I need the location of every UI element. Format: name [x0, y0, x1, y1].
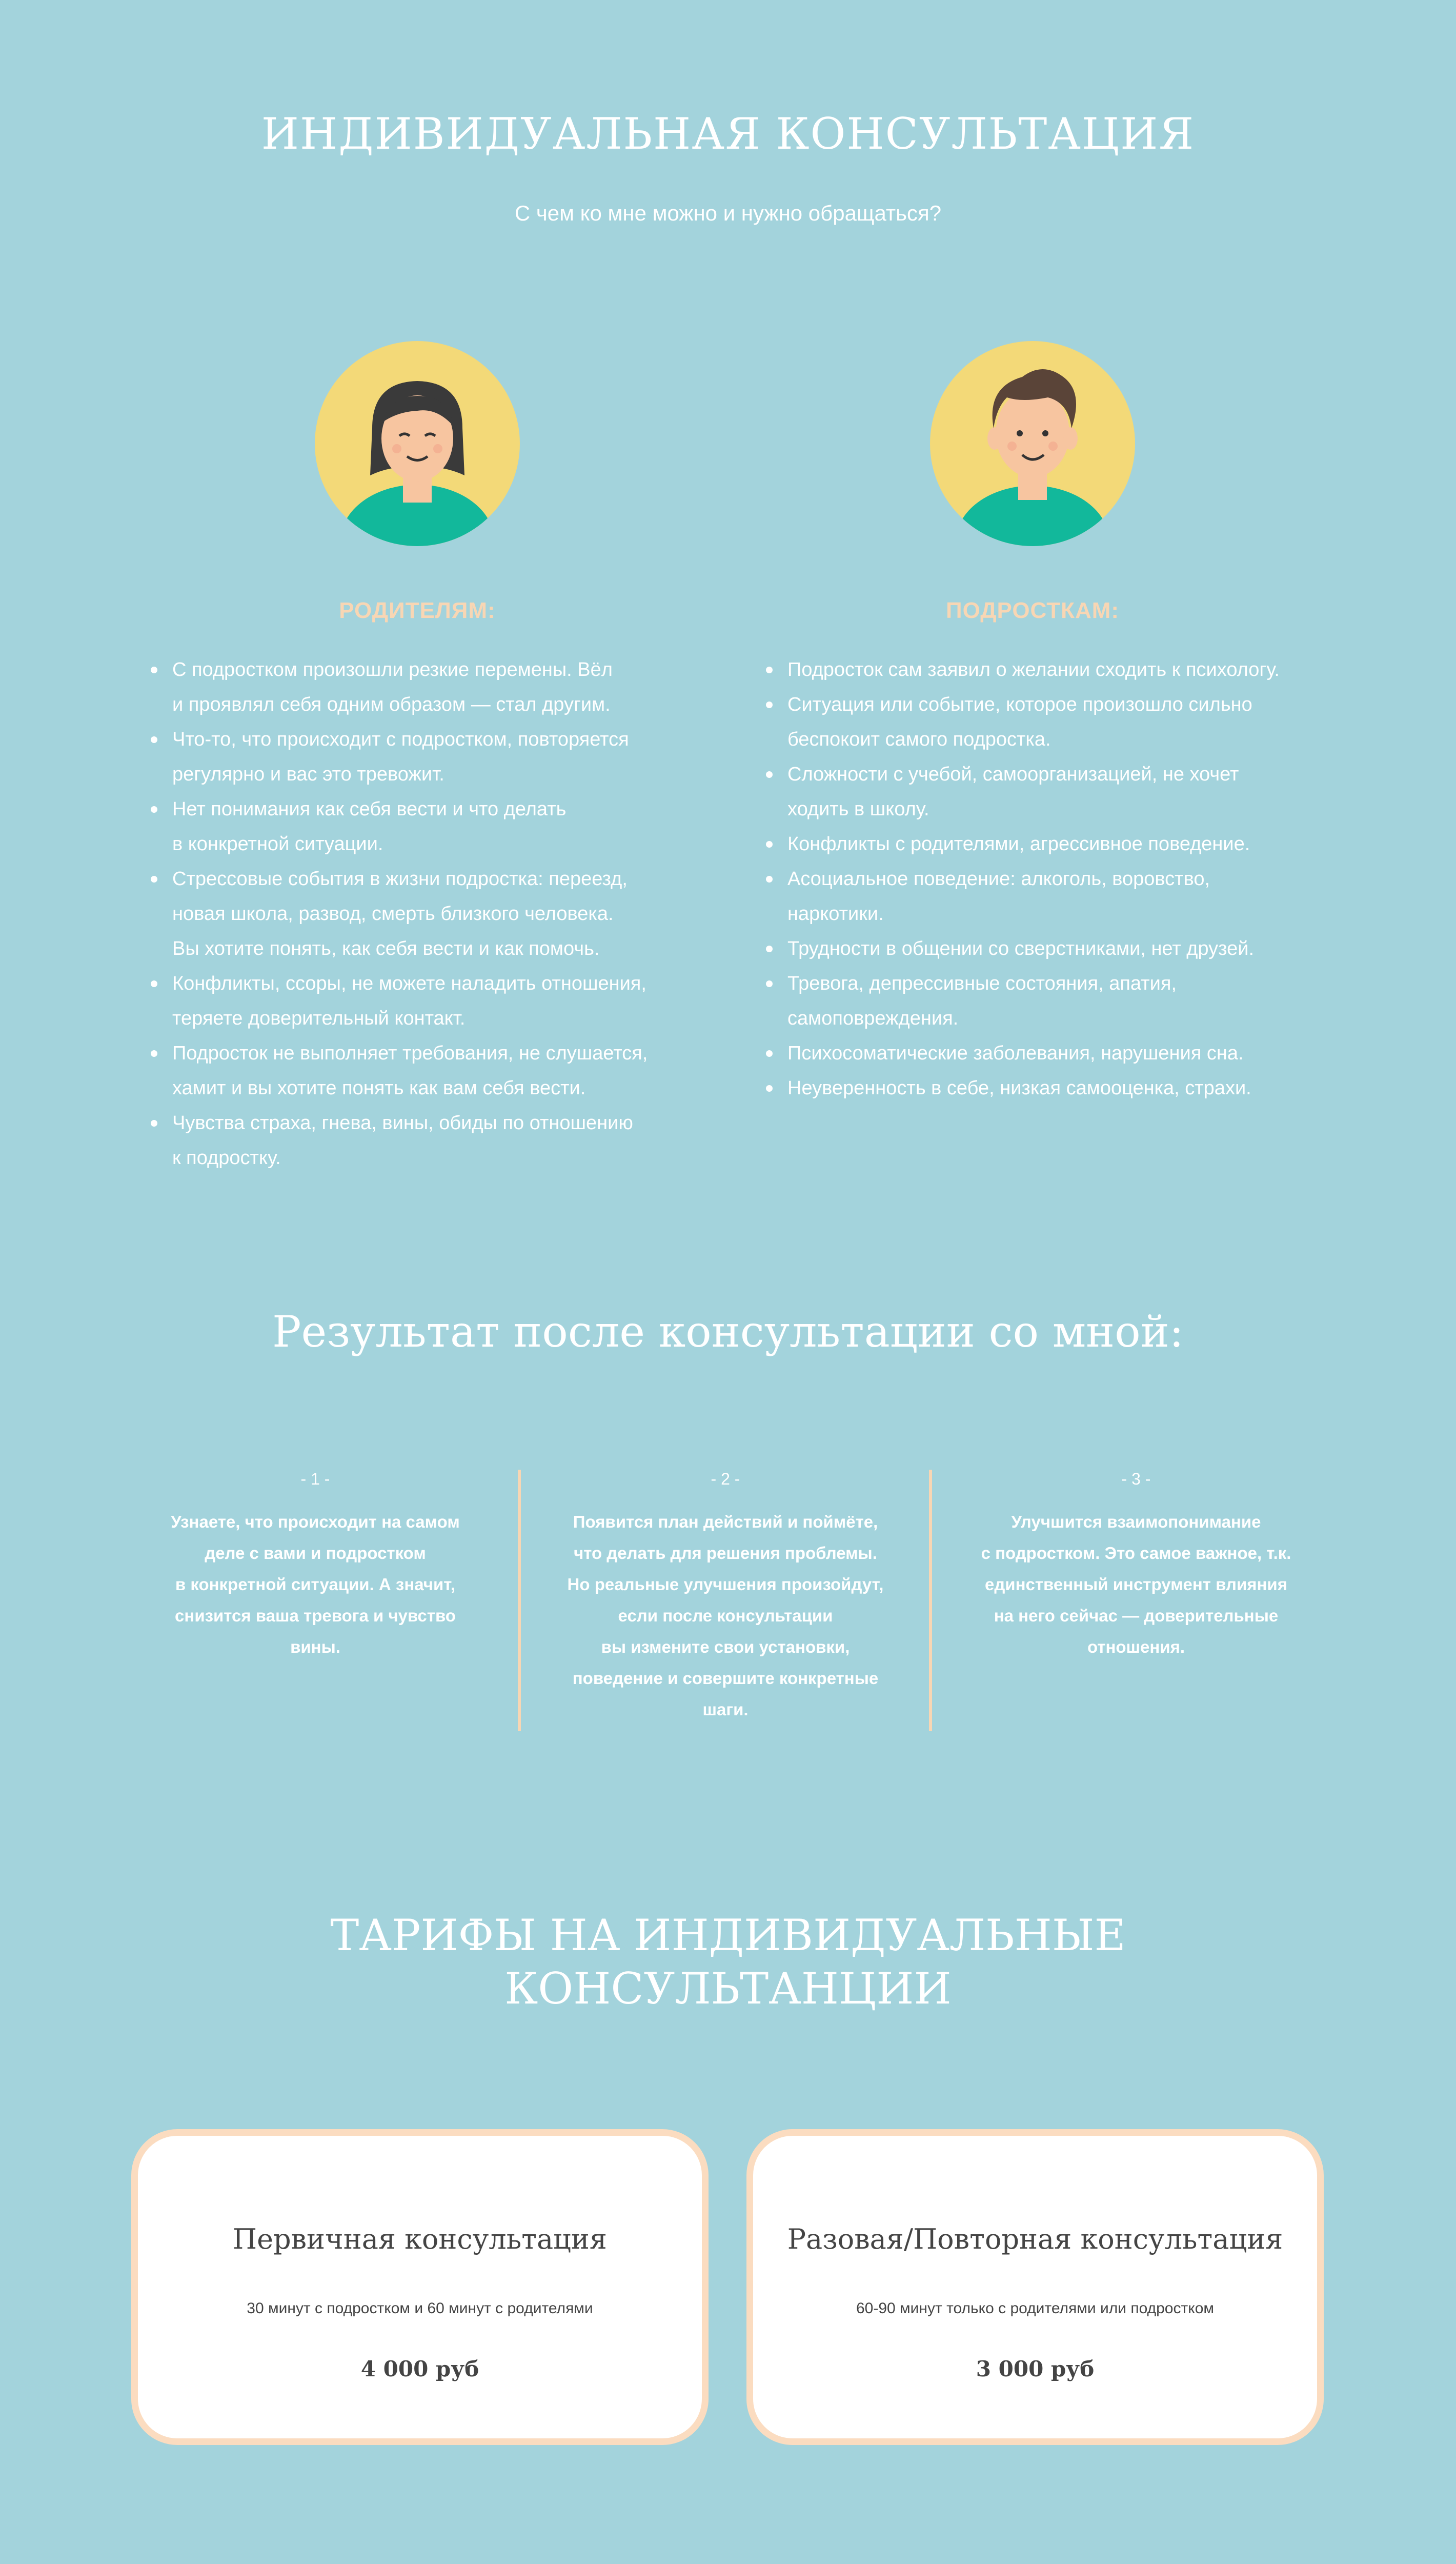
result-text: Улучшится взаимопонимание с подростком. Это самое важное, т.к. единственный инструмент влияния на него сейчас — доверительные отношения.: [981, 1512, 1291, 1656]
tariff-price: 3 000 руб: [976, 2356, 1095, 2381]
list-item: Что-то, что происходит с подростком, повторяется регулярно и вас это тревожит.: [149, 722, 713, 792]
list-item: Сложности с учебой, самоорганизацией, не хочет ходить в школу.: [764, 757, 1353, 827]
list-item: Чувства страха, гнева, вины, обиды по отношению к подростку.: [149, 1106, 713, 1175]
tariff-title: Первичная консультация: [233, 2223, 607, 2255]
tariff-description: 60-90 минут только с родителями или подростком: [856, 2300, 1214, 2317]
result-divider: [518, 1470, 521, 1731]
list-item: Подросток сам заявил о желании сходить к психологу.: [764, 652, 1353, 687]
parents-title: РОДИТЕЛЯМ:: [339, 598, 496, 623]
result-number: - 3 -: [1121, 1470, 1151, 1488]
parents-list: [149, 652, 713, 1175]
list-item: Стрессовые события в жизни подростка: переезд, новая школа, развод, смерть близкого человека. Вы хотите понять, как себя вести и как помочь.: [149, 862, 713, 966]
tariff-description: 30 минут с подростком и 60 минут с родителями: [247, 2300, 593, 2317]
result-number: - 1 -: [300, 1470, 330, 1488]
list-item: Трудности в общении со сверстниками, нет друзей.: [764, 931, 1353, 966]
tariff-card-repeat[interactable]: [746, 2129, 1324, 2445]
list-item: Психосоматические заболевания, нарушения сна.: [764, 1036, 1353, 1071]
result-number: - 2 -: [711, 1470, 740, 1488]
result-divider: [929, 1470, 932, 1731]
list-item: Нет понимания как себя вести и что делать в конкретной ситуации.: [149, 792, 713, 862]
result-text: Узнаете, что происходит на самом деле с вами и подростком в конкретной ситуации. А значит, снизится ваша тревога и чувство вины.: [171, 1512, 460, 1656]
results-title: Результат после консультации со мной:: [272, 1307, 1184, 1357]
teen-avatar: [930, 341, 1135, 546]
teens-title: ПОДРОСТКАМ:: [945, 598, 1120, 623]
result-item-2: [546, 1470, 905, 1725]
list-item: Неуверенность в себе, низкая самооценка, страхи.: [764, 1071, 1353, 1106]
tariff-price: 4 000 руб: [360, 2356, 479, 2381]
list-item: Ситуация или событие, которое произошло сильно беспокоит самого подростка.: [764, 687, 1353, 757]
page-subtitle: С чем ко мне можно и нужно обращаться?: [514, 201, 942, 225]
list-item: Подросток не выполняет требования, не слушается, хамит и вы хотите понять как вам себя вести.: [149, 1036, 713, 1106]
list-item: С подростком произошли резкие перемены. Вёл и проявлял себя одним образом — стал другим.: [149, 652, 713, 722]
result-item-3: [957, 1470, 1316, 1662]
parent-avatar: [315, 341, 520, 546]
tariff-title: Разовая/Повторная консультация: [787, 2223, 1283, 2255]
list-item: Тревога, депрессивные состояния, апатия, самоповреждения.: [764, 966, 1353, 1036]
result-text: Появится план действий и поймёте, что делать для решения проблемы. Но реальные улучшения произойдут, если после консультации вы измените свои установки, поведение и совершите конкретные шаги.: [567, 1512, 884, 1719]
teens-list: [764, 652, 1353, 1106]
woman-face-icon: [315, 341, 520, 546]
tariffs-title: ТАРИФЫ НА ИНДИВИДУАЛЬНЫЕ КОНСУЛЬТАНЦИИ: [330, 1910, 1126, 2014]
list-item: Конфликты с родителями, агрессивное поведение.: [764, 827, 1353, 862]
result-item-1: [136, 1470, 495, 1662]
list-item: Асоциальное поведение: алкоголь, воровство, наркотики.: [764, 862, 1353, 931]
tariff-card-primary[interactable]: [131, 2129, 709, 2445]
list-item: Конфликты, ссоры, не можете наладить отношения, теряете доверительный контакт.: [149, 966, 713, 1036]
boy-face-icon: [930, 341, 1135, 546]
page-title: ИНДИВИДУАЛЬНАЯ КОНСУЛЬТАЦИЯ: [261, 109, 1195, 159]
